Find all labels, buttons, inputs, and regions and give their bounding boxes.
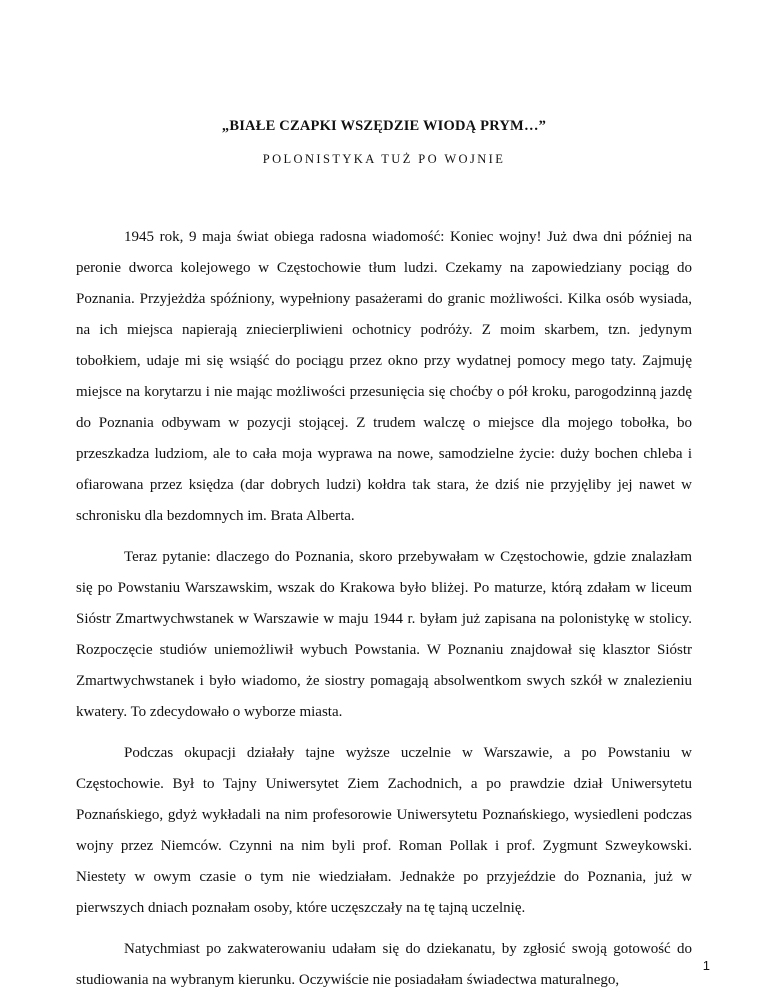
paragraph-4: Natychmiast po zakwaterowaniu udałam się do dziekanatu, by zgłosić swoją gotowość do studiowania na wybranym kierunku. Oczywiście nie posiadałam świadectwa maturalnego, [76,941,692,988]
document-title: „BIAŁE CZAPKI WSZĘDZIE WIODĄ PRYM…” [221,118,547,134]
paragraph-1: 1945 rok, 9 maja świat obiega radosna wiadomość: Koniec wojny! Już dwa dni później na peronie dworca kolejowego w Częstochowie tłum ludzi. Czekamy na zapowiedziany pociąg do Poznania. Przyjeżdża spóźniony, wypełniony pasażerami do granic możliwości. Kilka osób wysiada, na ich miejsca napierają zniecierpliwieni ochotnicy podróży. Z moim skarbem, tzn. jedynym tobołkiem, udaje mi się wsiąść do pociągu przez okno przy wydatnej pomocy mego taty. Zajmuję miejsce na korytarzu i nie mając możliwości przesunięcia się choćby o pół kroku, parogodzinną jazdę do Poznania odbywam w pozycji stojącej. Z trudem walczę o miejsce dla mojego tobołka, bo przeszkadza ludziom, ale to cała moja wyprawa na nowe, samodzielne życie: duży bochen chleba i ofiarowana przez księdza (dar dobrych ludzi) kołdra tak stara, że dziś nie przyjęliby jej nawet w schronisku dla bezdomnych im. Brata Alberta. [76,229,692,524]
document-body [76,222,692,1006]
paragraph-2: Teraz pytanie: dlaczego do Poznania, skoro przebywałam w Częstochowie, gdzie znalazłam się po Powstaniu Warszawskim, wszak do Krakowa było bliżej. Po maturze, którą zdałam w liceum Sióstr Zmartwychwstanek w Warszawie w maju 1944 r. byłam już zapisana na polonistykę w stolicy. Rozpoczęcie studiów uniemożliwił wybuch Powstania. W Poznaniu znajdował się klasztor Sióstr Zmartwychwstanek i było wiadomo, że siostry pomagają absolwentkom swych szkół w znalezieniu kwatery. To zdecydowało o wyborze miasta. [76,549,692,720]
paragraph-3: Podczas okupacji działały tajne wyższe uczelnie w Warszawie, a po Powstaniu w Częstochowie. Był to Tajny Uniwersytet Ziem Zachodnich, a po prawdzie dział Uniwersytetu Poznańskiego, gdyż wykładali na nim profesorowie Uniwersytetu Poznańskiego, wysiedleni podczas wojny przez Niemców. Czynni na nim byli prof. Roman Pollak i prof. Zygmunt Szweykowski. Niestety w owym czasie o tym nie wiedziałam. Jednakże po przyjeździe do Poznania, już w pierwszych dniach poznałam osoby, które uczęszczały na tę tajną uczelnię. [76,745,692,916]
page-number: 1 [702,958,710,973]
document-subtitle: POLONISTYKA TUŻ PO WOJNIE [262,152,506,166]
